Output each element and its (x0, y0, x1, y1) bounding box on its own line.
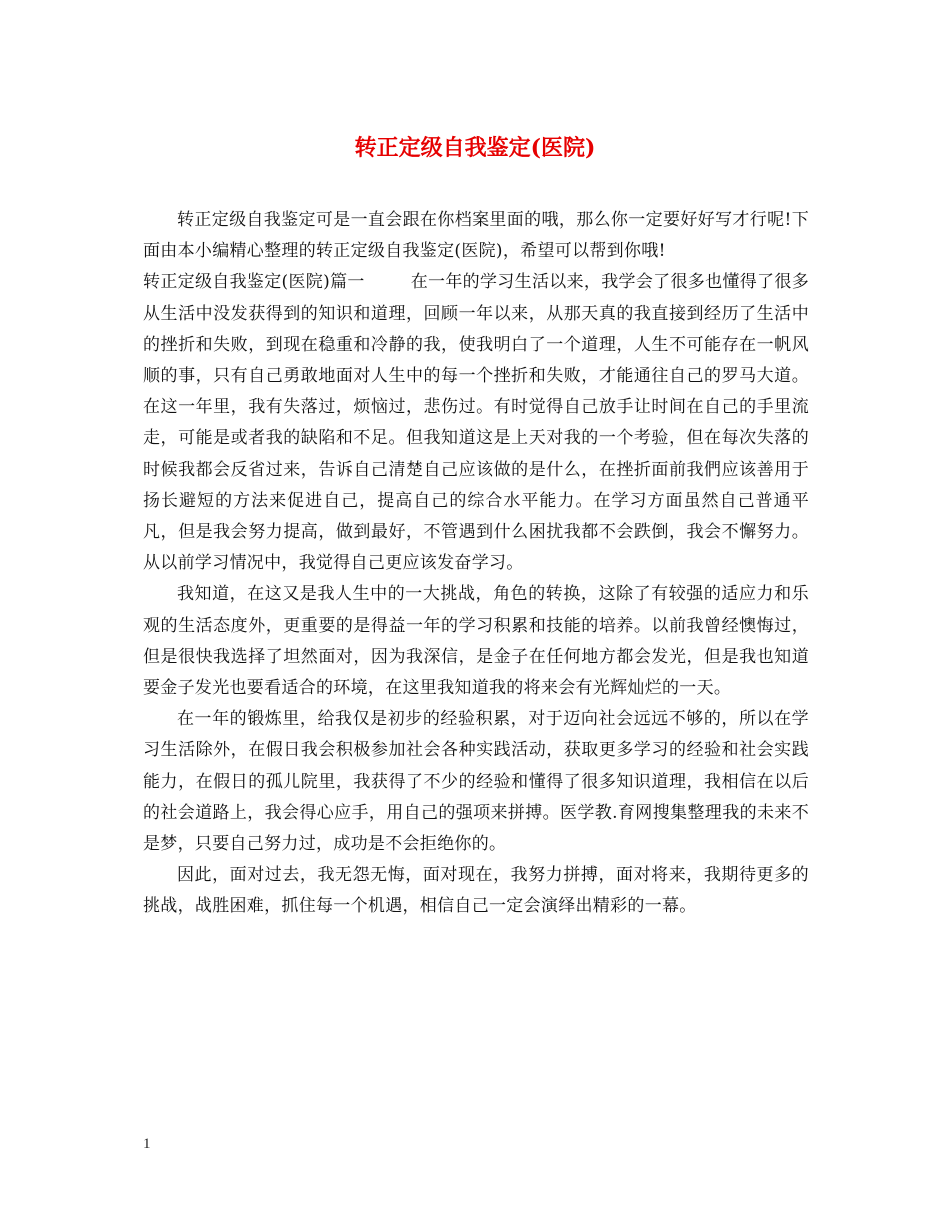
section-heading: 转正定级自我鉴定(医院)篇一 (143, 272, 365, 293)
paragraph-2: 我知道，在这又是我人生中的一大挑战，角色的转换，这除了有较强的适应力和乐观的生活态度外，更重要的是得益一年的学习积累和技能的培养。以前我曾经懊悔过，但是很快我选择了坦然面对，因为我深信，是金子在任何地方都会发光，但是我也知道要金子发光也要看适合的环境，在这里我知道我的将来会有光辉灿烂的一天。 (143, 584, 809, 699)
page-number: 1 (143, 1136, 151, 1152)
paragraph-4: 因此，面对过去，我无怨无悔，面对现在，我努力拼搏，面对将来，我期待更多的挑战，战胜困难，抓住每一个机遇，相信自己一定会演绎出精彩的一幕。 (143, 865, 809, 917)
paragraph-3: 在一年的锻炼里，给我仅是初步的经验积累，对于迈向社会远远不够的，所以在学习生活除外，在假日我会积极参加社会各种实践活动，获取更多学习的经验和社会实践能力，在假日的孤儿院里，我获得了不少的经验和懂得了很多知识道理，我相信在以后的社会道路上，我会得心应手，用自己的强项来拼搏。医学教.育网搜集整理我的未来不是梦，只要自己努力过，成功是不会拒绝你的。 (143, 709, 809, 855)
paragraph-1-text: 在一年的学习生活以来，我学会了很多也懂得了很多从生活中没发获得到的知识和道理，回顾一年以来，从那天真的我直接到经历了生活中的挫折和失败，到现在稳重和冷静的我，使我明白了一个道理，人生不可能存在一帆风顺的事，只有自己勇敢地面对人生中的每一个挫折和失败，才能通往自己的罗马大道。在这一年里，我有失落过，烦恼过，悲伤过。有时觉得自己放手让时间在自己的手里流走，可能是或者我的缺陷和不足。但我知道这是上天对我的一个考验，但在每次失落的时候我都会反省过来，告诉自己清楚自己应该做的是什么，在挫折面前我們应该善用于扬长避短的方法来促进自己，提高自己的综合水平能力。在学习方面虽然自己普通平凡，但是我会努力提高，做到最好，不管遇到什么困扰我都不会跌倒，我会不懈努力。从以前学习情况中，我觉得自己更应该发奋学习。 (143, 272, 809, 574)
document-body (143, 205, 809, 923)
document-title: 转正定级自我鉴定(医院) (354, 135, 596, 161)
section-paragraph-1 (143, 267, 809, 579)
intro-paragraph: 转正定级自我鉴定可是一直会跟在你档案里面的哦，那么你一定要好好写才行呢!下面由本小编精心整理的转正定级自我鉴定(医院)，希望可以帮到你哦! (143, 210, 809, 262)
